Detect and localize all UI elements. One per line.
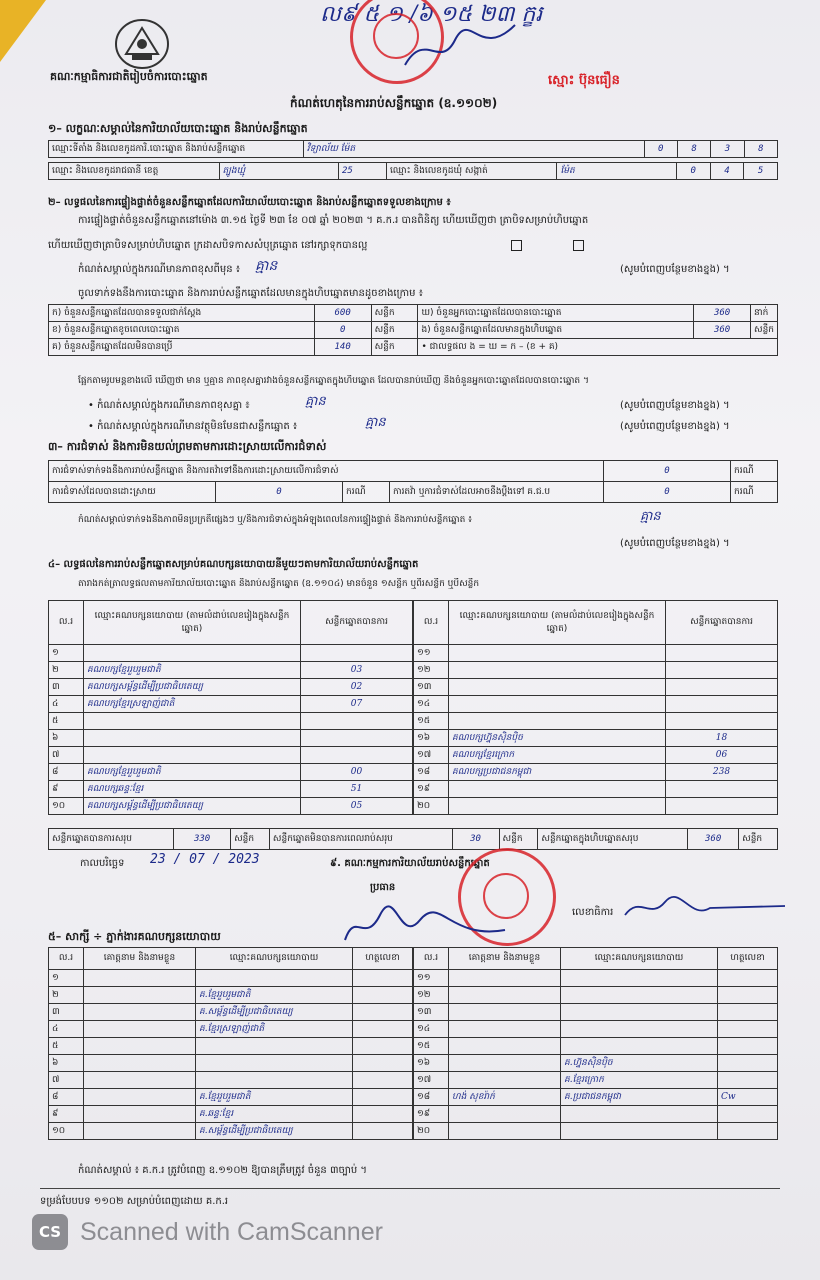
table-row xyxy=(414,1106,778,1123)
result-votes xyxy=(666,713,778,730)
result-votes: 00 xyxy=(301,764,413,781)
camscanner-watermark: Scanned with CamScanner xyxy=(80,1218,383,1246)
table-row xyxy=(49,970,413,987)
resolved-value: 0 xyxy=(216,482,343,503)
result-no: ១៤ xyxy=(414,696,449,713)
witness-no: ១១ xyxy=(414,970,449,987)
result-votes xyxy=(666,679,778,696)
witness-sign: Cw xyxy=(718,1089,778,1106)
signer-title: ៩. គណៈកម្មការការិយាល័យរាប់សន្លឹកឆ្នោត xyxy=(330,858,490,869)
witness-sign xyxy=(718,987,778,1004)
result-party xyxy=(449,696,666,713)
result-votes: 03 xyxy=(301,662,413,679)
result-party: គណបក្សសម្ព័ន្ធដើម្បីប្រជាធិបតេយ្យ xyxy=(84,798,301,815)
witness-party: គ.ខ្មែរស្រឡាញ់ជាតិ xyxy=(196,1021,353,1038)
w-col-name: គោត្តនាម និងនាមខ្លួន xyxy=(84,948,196,970)
result-votes: 05 xyxy=(301,798,413,815)
stamp-name-label: ស្មោះ ប៊ុនធឿន xyxy=(548,73,620,88)
result-votes xyxy=(666,645,778,662)
section3-title: ៣– ការជំទាស់ និងការមិនយល់ព្រមតាមការដោះស្រាយលើការជំទាស់ xyxy=(48,440,327,453)
witness-sign xyxy=(718,1038,778,1055)
table-row xyxy=(414,679,778,696)
emblem-icon xyxy=(112,14,172,72)
witness-name xyxy=(449,987,561,1004)
code-digit: 4 xyxy=(710,163,744,180)
section2-title: ២– លទ្ធផលនៃការផ្ទៀងផ្ទាត់ចំនួនសន្លឹកឆ្នោតដែលការិយាល័យបោះឆ្នោត និងរាប់សន្លឹកឆ្នោតទទួលខាងក្រោម ៖ xyxy=(48,197,451,208)
witness-party xyxy=(561,1021,718,1038)
result-no: ១៨ xyxy=(414,764,449,781)
section4-sub: តារាងកត់ត្រាលទ្ធផលតាមការិយាល័យបោះឆ្នោត និងរាប់សន្លឹកឆ្នោត (ឧ.១១០៤) មានចំនួន ១សន្លឹក ឬពីរសន្លឹក ឬបីសន្លឹក xyxy=(78,579,480,589)
table-row xyxy=(49,987,413,1004)
code-digit: 0 xyxy=(644,141,677,158)
witness-no: ១២ xyxy=(414,987,449,1004)
totals-row xyxy=(48,828,778,850)
count-unit: សន្លឹក xyxy=(371,305,418,322)
result-party xyxy=(84,645,301,662)
witness-sign xyxy=(718,1072,778,1089)
count-unit: សន្លឹក xyxy=(371,322,418,339)
witness-name xyxy=(449,1004,561,1021)
table-row xyxy=(49,696,413,713)
witness-no: ១៥ xyxy=(414,1038,449,1055)
witness-name xyxy=(449,970,561,987)
count-e-value: 360 xyxy=(694,322,751,339)
table-row xyxy=(414,730,778,747)
count-unit: នាក់ xyxy=(751,305,778,322)
result-no: ១ xyxy=(49,645,84,662)
result-no: ១១ xyxy=(414,645,449,662)
count-a-label: ក) ចំនួនសន្លឹកឆ្នោតដែលបានទទួលជាក់ស្តែង xyxy=(49,305,315,322)
result-party xyxy=(449,645,666,662)
count-d-label: ឃ) ចំនួនអ្នកបោះឆ្នោតដែលបានបោះឆ្នោត xyxy=(418,305,694,322)
witness-sign xyxy=(353,1021,413,1038)
result-no: ១៦ xyxy=(414,730,449,747)
table-row xyxy=(414,1021,778,1038)
totals-unit: សន្លឹក xyxy=(231,829,270,850)
table-row xyxy=(49,1004,413,1021)
appeal-unit: ករណី xyxy=(731,482,778,503)
result-party xyxy=(449,798,666,815)
witness-table-left xyxy=(48,947,413,1140)
resolved-label: ការជំទាស់ដែលបានដោះស្រាយ xyxy=(49,482,216,503)
table-row xyxy=(49,713,413,730)
result-party xyxy=(84,713,301,730)
appeal-label: ការតវ៉ា ឬការជំទាស់ដែលអាចនឹងប្តឹងទៅ គ.ជ.ប xyxy=(390,482,604,503)
result-party: គណបក្សខ្មែរក្រោក xyxy=(449,747,666,764)
witness-sign xyxy=(718,1123,778,1140)
table-row xyxy=(49,1123,413,1140)
resolved-unit: ករណី xyxy=(343,482,390,503)
w-col-sign: ហត្ថលេខា xyxy=(353,948,413,970)
table-row xyxy=(49,1106,413,1123)
witness-name xyxy=(84,987,196,1004)
w-col-sign: ហត្ថលេខា xyxy=(718,948,778,970)
chair-signature xyxy=(340,905,510,950)
witness-party: គ.សម្ព័ន្ធដើម្បីប្រជាធិបតេយ្យ xyxy=(196,1123,353,1140)
witness-party xyxy=(561,987,718,1004)
witness-table-right xyxy=(413,947,778,1140)
signature-top xyxy=(400,20,520,80)
result-party: គណបក្សខ្មែររួបរួមជាតិ xyxy=(84,662,301,679)
witness-sign xyxy=(353,1123,413,1140)
table-row xyxy=(49,764,413,781)
result-votes xyxy=(301,747,413,764)
witness-no: ១៧ xyxy=(414,1072,449,1089)
witness-party xyxy=(561,1004,718,1021)
w-col-party: ឈ្មោះគណបក្សនយោបាយ xyxy=(561,948,718,970)
result-no: ១៩ xyxy=(414,781,449,798)
count-b-label: ខ) ចំនួនសន្លឹកឆ្នោតខូចពេលបោះឆ្នោត xyxy=(49,322,315,339)
result-party xyxy=(449,679,666,696)
witness-name xyxy=(449,1055,561,1072)
witness-sign xyxy=(353,1072,413,1089)
witness-no: ៤ xyxy=(49,1021,84,1038)
witness-name: ហង់ សុខរ៉ាក់ xyxy=(449,1089,561,1106)
totals-valid-value: 330 xyxy=(174,829,231,850)
witness-sign xyxy=(353,1038,413,1055)
date-label: កាលបរិច្ឆេទ xyxy=(80,858,125,869)
witness-party xyxy=(196,970,353,987)
section3-note: កំណត់សម្គាល់ទាក់ទងនឹងភាពមិនប្រក្រតីផ្សេងៗ ឬ/និងការជំទាស់ក្នុងអំឡុងពេលនៃការផ្ទៀងផ្ទាត់ និងការរាប់សន្លឹកឆ្នោត ៖ xyxy=(78,515,473,525)
section2-note-hint: (សូមបំពេញបន្ថែមខាងខ្នង) ។ xyxy=(620,400,730,411)
witness-no: ៨ xyxy=(49,1089,84,1106)
witness-party xyxy=(196,1038,353,1055)
witness-party xyxy=(196,1055,353,1072)
table-row xyxy=(414,1072,778,1089)
witness-sign xyxy=(353,1089,413,1106)
result-no: ២ xyxy=(49,662,84,679)
form-title: កំណត់ហេតុនៃការរាប់សន្លឹកឆ្នោត (ឧ.១១០២) xyxy=(290,96,498,110)
col-no: ល.រ xyxy=(414,601,449,645)
section2-bullet1-value: គ្មាន xyxy=(305,394,326,409)
witness-name xyxy=(449,1123,561,1140)
witness-sign xyxy=(353,1055,413,1072)
result-votes: 18 xyxy=(666,730,778,747)
footer-divider xyxy=(40,1188,780,1189)
footer-form: ទម្រង់បែបបទ ១១០២ សម្រាប់បំពេញដោយ គ.ក.រ xyxy=(40,1196,229,1207)
result-party xyxy=(84,747,301,764)
totals-box-value: 360 xyxy=(688,829,739,850)
col-no: ល.រ xyxy=(49,601,84,645)
result-no: ១០ xyxy=(49,798,84,815)
section2-note-hint: (សូមបំពេញបន្ថែមខាងខ្នង) ។ xyxy=(620,264,730,275)
result-party: គណបក្សខ្មែររួបរួមជាតិ xyxy=(84,764,301,781)
result-party: គណបក្សហ្វ៊ុនស៊ិនប៉ិច xyxy=(449,730,666,747)
table-row xyxy=(414,1123,778,1140)
result-no: ៩ xyxy=(49,781,84,798)
result-votes xyxy=(301,713,413,730)
table-row xyxy=(414,781,778,798)
result-no: ១២ xyxy=(414,662,449,679)
witness-no: ១៩ xyxy=(414,1106,449,1123)
w-col-no: ល.រ xyxy=(414,948,449,970)
folded-corner xyxy=(0,0,46,62)
witness-party: គ.ខ្មែររួបរួមជាតិ xyxy=(196,987,353,1004)
table-row xyxy=(414,970,778,987)
table-row xyxy=(414,696,778,713)
witness-name xyxy=(84,1004,196,1021)
result-votes xyxy=(666,781,778,798)
witness-party xyxy=(561,1123,718,1140)
section2-line1: ការផ្ទៀងផ្ទាត់ចំនួនសន្លឹកឆ្នោតនៅម៉ោង ៣.១៥ ថ្ងៃទី ២៣ ខែ ០៧ ឆ្នាំ ២០២៣ ។ គ.ក.រ បានពិនិត្យ ហើយឃើញថា ត្រាបិទសម្រាប់ហិបឆ្នោត xyxy=(78,215,589,226)
totals-box-label: សន្លឹកឆ្នោតក្នុងហិបឆ្នោតសរុប xyxy=(538,829,688,850)
province-label: ឈ្មោះ និងលេខកូដរាជធានី ខេត្ត xyxy=(49,163,220,180)
count-a-value: 600 xyxy=(314,305,371,322)
witness-no: ៦ xyxy=(49,1055,84,1072)
table-row xyxy=(49,645,413,662)
table-row xyxy=(414,798,778,815)
witness-party: គ.សម្ព័ន្ធដើម្បីប្រជាធិបតេយ្យ xyxy=(196,1004,353,1021)
commune-label: ឈ្មោះ និងលេខកូដឃុំ សង្កាត់ xyxy=(386,163,557,180)
secretary-label: លេខាធិការ xyxy=(572,907,614,918)
witness-name xyxy=(84,1021,196,1038)
table-row xyxy=(49,1021,413,1038)
witness-no: ១០ xyxy=(49,1123,84,1140)
code-digit: 3 xyxy=(711,141,744,158)
result-no: ៦ xyxy=(49,730,84,747)
table-row xyxy=(414,645,778,662)
section1-table-row2 xyxy=(48,162,778,180)
results-table-right xyxy=(413,600,778,815)
section3-note-value: គ្មាន xyxy=(640,509,661,524)
table-row xyxy=(49,730,413,747)
code-digit: 8 xyxy=(677,141,710,158)
witness-party: គ.ខ្មែររួបរួមជាតិ xyxy=(196,1089,353,1106)
code-digit: 5 xyxy=(744,163,778,180)
section2-line3: ចូលទាក់ទងនឹងការបោះឆ្នោត និងការរាប់សន្លឹកឆ្នោតដែលមានក្នុងហិបឆ្នោតមានដូចខាងក្រោម ៖ xyxy=(78,288,424,299)
code-digit: 8 xyxy=(744,141,777,158)
w-col-name: គោត្តនាម និងនាមខ្លួន xyxy=(449,948,561,970)
location-label: ឈ្មោះទីតាំង និងលេខកូដការិ.បោះឆ្នោត និងរាប់សន្លឹកឆ្នោត xyxy=(49,141,304,158)
commission-name: គណៈកម្មាធិការជាតិរៀបចំការបោះឆ្នោត xyxy=(50,70,208,83)
section2-note-label: កំណត់សម្គាល់ក្នុងករណីមានភាពខុសពីមុន ៖ xyxy=(78,264,241,275)
witness-sign xyxy=(353,970,413,987)
witness-sign xyxy=(353,987,413,1004)
footer-note: កំណត់សម្គាល់ ៖ គ.ក.រ ត្រូវបំពេញ ឧ.១១០២ ឱ្យបានត្រឹមត្រូវ ចំនួន ៣ច្បាប់ ។ xyxy=(78,1165,367,1176)
witness-name xyxy=(84,1038,196,1055)
table-row xyxy=(49,798,413,815)
checkbox-unchecked[interactable] xyxy=(573,240,584,251)
count-e-label: ង) ចំនួនសន្លឹកឆ្នោតដែលមានក្នុងហិបឆ្នោត xyxy=(418,322,694,339)
top-handwriting: ល៩ ៥ ១ /៦ ១៥ ២៣ ក្ខរ xyxy=(320,2,543,27)
result-votes xyxy=(301,645,413,662)
result-party: គណបក្សសម្ព័ន្ធដើម្បីប្រជាធិបតេយ្យ xyxy=(84,679,301,696)
checkbox-checked[interactable] xyxy=(511,240,522,251)
witness-no: ១៨ xyxy=(414,1089,449,1106)
witness-no: ៣ xyxy=(49,1004,84,1021)
w-col-party: ឈ្មោះគណបក្សនយោបាយ xyxy=(196,948,353,970)
table-row xyxy=(414,1004,778,1021)
count-c-value: 140 xyxy=(314,339,371,356)
witness-sign xyxy=(353,1106,413,1123)
table-row xyxy=(414,764,778,781)
table-row xyxy=(49,1072,413,1089)
result-votes: 06 xyxy=(666,747,778,764)
formula: • ជាលទ្ធផល ង = ឃ = ក – (ខ + គ) xyxy=(418,339,778,356)
witness-name xyxy=(449,1021,561,1038)
count-unit: សន្លឹក xyxy=(371,339,418,356)
count-d-value: 360 xyxy=(694,305,751,322)
date-value: 23 / 07 / 2023 xyxy=(150,852,260,867)
result-party xyxy=(84,730,301,747)
totals-invalid-value: 30 xyxy=(452,829,499,850)
signer-role: ប្រធាន xyxy=(370,882,396,893)
objection-value: 0 xyxy=(604,461,731,482)
result-no: ៨ xyxy=(49,764,84,781)
province-value: ត្បូងឃ្មុំ xyxy=(219,163,338,180)
witness-sign xyxy=(718,1106,778,1123)
table-row xyxy=(414,747,778,764)
witness-party: គ.ខ្មែរក្រោក xyxy=(561,1072,718,1089)
col-party: ឈ្មោះគណបក្សនយោបាយ (តាមលំដាប់លេខរៀងក្នុងសន្លឹកឆ្នោត) xyxy=(84,601,301,645)
witness-no: ២ xyxy=(49,987,84,1004)
witness-party: គ.ហ្វ៊ុនស៊ិនប៉ិច xyxy=(561,1055,718,1072)
section5-title: ៥– សាក្សី ÷ ភ្នាក់ងារគណបក្សនយោបាយ xyxy=(48,930,221,943)
result-votes xyxy=(666,696,778,713)
witness-no: ១៤ xyxy=(414,1021,449,1038)
section2-bullet2-value: គ្មាន xyxy=(365,415,386,430)
witness-party: គ.ប្រជាជនកម្ពុជា xyxy=(561,1089,718,1106)
witness-name xyxy=(84,1055,196,1072)
section1-title: ១– លក្ខណៈសម្គាល់នៃការិយាល័យបោះឆ្នោត និងរាប់សន្លឹកឆ្នោត xyxy=(48,122,308,135)
result-votes xyxy=(666,798,778,815)
table-row xyxy=(49,747,413,764)
result-party: គណបក្សឆន្ទៈខ្មែរ xyxy=(84,781,301,798)
witness-name xyxy=(84,1089,196,1106)
result-party: គណបក្សខ្មែរស្រឡាញ់ជាតិ xyxy=(84,696,301,713)
witness-sign xyxy=(718,1055,778,1072)
witness-no: ៩ xyxy=(49,1106,84,1123)
section2-line2: ហើយឃើញថាត្រាបិទសម្រាប់ហិបឆ្នោត ក្រដាសបិទកាសសំបុត្រឆ្នោត នៅរក្សាទុកបានល្អ xyxy=(48,240,368,251)
witness-name xyxy=(84,1123,196,1140)
witness-party xyxy=(561,1038,718,1055)
section2-bullet1: • កំណត់សម្គាល់ក្នុងករណីមានភាពខុសគ្នា ៖ xyxy=(88,400,250,411)
result-party: គណបក្សប្រជាជនកម្ពុជា xyxy=(449,764,666,781)
section2-note-value: គ្មាន xyxy=(255,258,278,274)
totals-invalid-label: សន្លឹកឆ្នោតមិនបានការពេលរាប់សរុប xyxy=(269,829,452,850)
result-party xyxy=(449,662,666,679)
witness-no: ១៦ xyxy=(414,1055,449,1072)
table-row xyxy=(414,1038,778,1055)
section2-note-hint: (សូមបំពេញបន្ថែមខាងខ្នង) ។ xyxy=(620,421,730,432)
table-row xyxy=(414,713,778,730)
result-votes: 51 xyxy=(301,781,413,798)
table-row xyxy=(49,679,413,696)
camscanner-badge: CS xyxy=(32,1214,68,1250)
section2-bullet2: • កំណត់សម្គាល់ក្នុងករណីមានវត្ថុមិនមែនជាសន្លឹកឆ្នោត ៖ xyxy=(88,421,298,432)
count-c-label: គ) ចំនួនសន្លឹកឆ្នោតដែលមិនបានប្រើ xyxy=(49,339,315,356)
totals-unit: សន្លឹក xyxy=(739,829,778,850)
table-row xyxy=(49,662,413,679)
table-row xyxy=(414,1089,778,1106)
witness-no: ១៣ xyxy=(414,1004,449,1021)
result-no: ៥ xyxy=(49,713,84,730)
result-no: ៧ xyxy=(49,747,84,764)
count-unit: សន្លឹក xyxy=(751,322,778,339)
witness-sign xyxy=(718,1021,778,1038)
secretary-signature xyxy=(620,890,790,925)
objection-unit: ករណី xyxy=(731,461,778,482)
witness-party: គ.ឆន្ទៈខ្មែរ xyxy=(196,1106,353,1123)
table-row xyxy=(49,1055,413,1072)
totals-unit: សន្លឹក xyxy=(499,829,538,850)
result-no: ១៥ xyxy=(414,713,449,730)
table-row xyxy=(49,1089,413,1106)
result-no: ៤ xyxy=(49,696,84,713)
witness-no: ៥ xyxy=(49,1038,84,1055)
witness-party xyxy=(561,970,718,987)
witness-name xyxy=(449,1106,561,1123)
section1-table xyxy=(48,140,778,158)
table-row xyxy=(49,781,413,798)
witness-name xyxy=(449,1038,561,1055)
witness-name xyxy=(84,970,196,987)
location-value: វិទ្យាល័យ ម៉ែត xyxy=(303,141,644,158)
result-votes: 02 xyxy=(301,679,413,696)
witness-party xyxy=(561,1106,718,1123)
col-party: ឈ្មោះគណបក្សនយោបាយ (តាមលំដាប់លេខរៀងក្នុងសន្លឹកឆ្នោត) xyxy=(449,601,666,645)
w-col-no: ល.រ xyxy=(49,948,84,970)
result-no: ១៣ xyxy=(414,679,449,696)
totals-valid-label: សន្លឹកឆ្នោតបានការសរុប xyxy=(49,829,174,850)
section3-table xyxy=(48,460,778,503)
section3-note-hint: (សូមបំពេញបន្ថែមខាងខ្នង) ។ xyxy=(620,538,730,549)
code-digit: 0 xyxy=(676,163,710,180)
col-votes: សន្លឹកឆ្នោតបានការ xyxy=(666,601,778,645)
witness-sign xyxy=(718,970,778,987)
province-code: 25 xyxy=(338,163,386,180)
witness-party xyxy=(196,1072,353,1089)
witness-name xyxy=(84,1072,196,1089)
result-no: ២០ xyxy=(414,798,449,815)
table-row xyxy=(414,662,778,679)
section2-line4: ផ្អែកតាមរូបមន្តខាងលើ ឃើញថា មាន ឬគ្មាន ភាពខុសគ្នារវាងចំនួនសន្លឹកឆ្នោតក្នុងហិបឆ្នោត ដែលបានរាប់ឃើញ និងចំនួនអ្នកបោះឆ្នោតដែលបានបោះឆ្នោត ។ xyxy=(78,376,589,386)
commune-value: ម៉ែត xyxy=(557,163,676,180)
objection-label: ការជំទាស់ទាក់ទងនឹងការរាប់សន្លឹកឆ្នោត និងការតវ៉ាទៅនឹងការដោះស្រាយលើការជំទាស់ xyxy=(49,461,604,482)
counts-table xyxy=(48,304,778,356)
result-party xyxy=(449,713,666,730)
witness-sign xyxy=(353,1004,413,1021)
witness-sign xyxy=(718,1004,778,1021)
count-b-value: 0 xyxy=(314,322,371,339)
table-row xyxy=(414,1055,778,1072)
witness-name xyxy=(449,1072,561,1089)
result-party xyxy=(449,781,666,798)
section4-title: ៤– លទ្ធផលនៃការរាប់សន្លឹកឆ្នោតសម្រាប់គណបក្សនយោបាយនីមួយៗតាមការិយាល័យរាប់សន្លឹកឆ្នោត xyxy=(48,559,419,570)
result-votes xyxy=(301,730,413,747)
witness-no: ៧ xyxy=(49,1072,84,1089)
appeal-value: 0 xyxy=(604,482,731,503)
table-row xyxy=(414,987,778,1004)
witness-name xyxy=(84,1106,196,1123)
table-row xyxy=(49,1038,413,1055)
result-no: ៣ xyxy=(49,679,84,696)
result-votes: 07 xyxy=(301,696,413,713)
witness-no: ១ xyxy=(49,970,84,987)
result-no: ១៧ xyxy=(414,747,449,764)
col-votes: សន្លឹកឆ្នោតបានការ xyxy=(301,601,413,645)
result-votes: 238 xyxy=(666,764,778,781)
result-votes xyxy=(666,662,778,679)
witness-no: ២០ xyxy=(414,1123,449,1140)
results-table-left xyxy=(48,600,413,815)
